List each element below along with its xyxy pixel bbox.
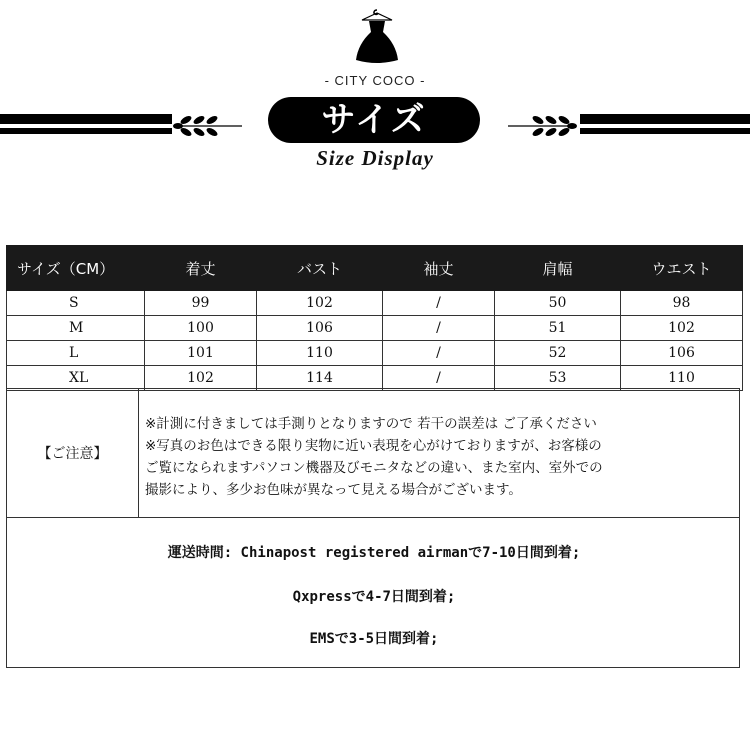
column-header-bust: バスト	[257, 246, 383, 291]
laurel-right-icon	[506, 110, 578, 140]
table-cell: 52	[495, 341, 621, 366]
page-title: サイズ	[268, 97, 480, 143]
notice-line: 撮影により、多少お色味が異なって見える場合がございます。	[145, 482, 522, 498]
size-table	[6, 245, 743, 391]
table-cell: /	[383, 316, 495, 341]
table-cell: 102	[257, 291, 383, 316]
shipping-line: 運送時間: Chinapost registered airmanで7-10日間到着;	[167, 545, 581, 561]
table-cell: /	[383, 291, 495, 316]
table-row	[7, 316, 743, 341]
table-cell: L	[7, 341, 145, 366]
size-table-header-row	[7, 246, 743, 291]
page-subtitle: Size Display	[316, 146, 434, 170]
laurel-left-icon	[172, 110, 244, 140]
header-bar-right-thin	[580, 128, 750, 134]
table-cell: 51	[495, 316, 621, 341]
notice-label: 【ご注意】	[7, 389, 139, 517]
notice-line: ※計測に付きましては手測りとなりますので 若干の誤差は ご了承ください	[145, 416, 597, 432]
table-cell: S	[7, 291, 145, 316]
column-header-length: 着丈	[145, 246, 257, 291]
table-row	[7, 341, 743, 366]
column-header-size: サイズ（CM）	[7, 246, 145, 291]
notice-line: ※写真のお色はできる限り実物に近い表現を心がけておりますが、お客様の	[145, 438, 602, 454]
header-bar-left-thin	[0, 128, 172, 134]
column-header-shoulder: 肩幅	[495, 246, 621, 291]
table-cell: /	[383, 341, 495, 366]
table-cell: 106	[257, 316, 383, 341]
table-cell: M	[7, 316, 145, 341]
table-cell: 102	[621, 316, 743, 341]
table-cell: 50	[495, 291, 621, 316]
notice-line: ご覧になられますパソコン機器及びモニタなどの違い、また室内、室外での	[145, 460, 603, 476]
shipping-box	[6, 518, 740, 668]
notice-box	[6, 388, 740, 518]
table-cell: 110	[257, 341, 383, 366]
shipping-line: Qxpressで4-7日間到着;	[292, 589, 456, 605]
header-bar-left-thick	[0, 114, 172, 124]
table-cell: 101	[145, 341, 257, 366]
table-cell: 114	[257, 366, 383, 391]
table-cell: 53	[495, 366, 621, 391]
table-cell: 102	[145, 366, 257, 391]
column-header-sleeve: 袖丈	[383, 246, 495, 291]
table-row	[7, 366, 743, 391]
table-cell: XL	[7, 366, 145, 391]
table-row	[7, 291, 743, 316]
table-cell: 100	[145, 316, 257, 341]
dress-logo-icon	[352, 8, 402, 66]
notice-text	[145, 413, 739, 501]
brand-name: - CITY COCO -	[324, 73, 426, 88]
table-cell: /	[383, 366, 495, 391]
column-header-waist: ウエスト	[621, 246, 743, 291]
table-cell: 98	[621, 291, 743, 316]
table-cell: 110	[621, 366, 743, 391]
header-bar-right-thick	[580, 114, 750, 124]
shipping-line: EMSで3-5日間到着;	[309, 631, 439, 647]
table-cell: 106	[621, 341, 743, 366]
table-cell: 99	[145, 291, 257, 316]
